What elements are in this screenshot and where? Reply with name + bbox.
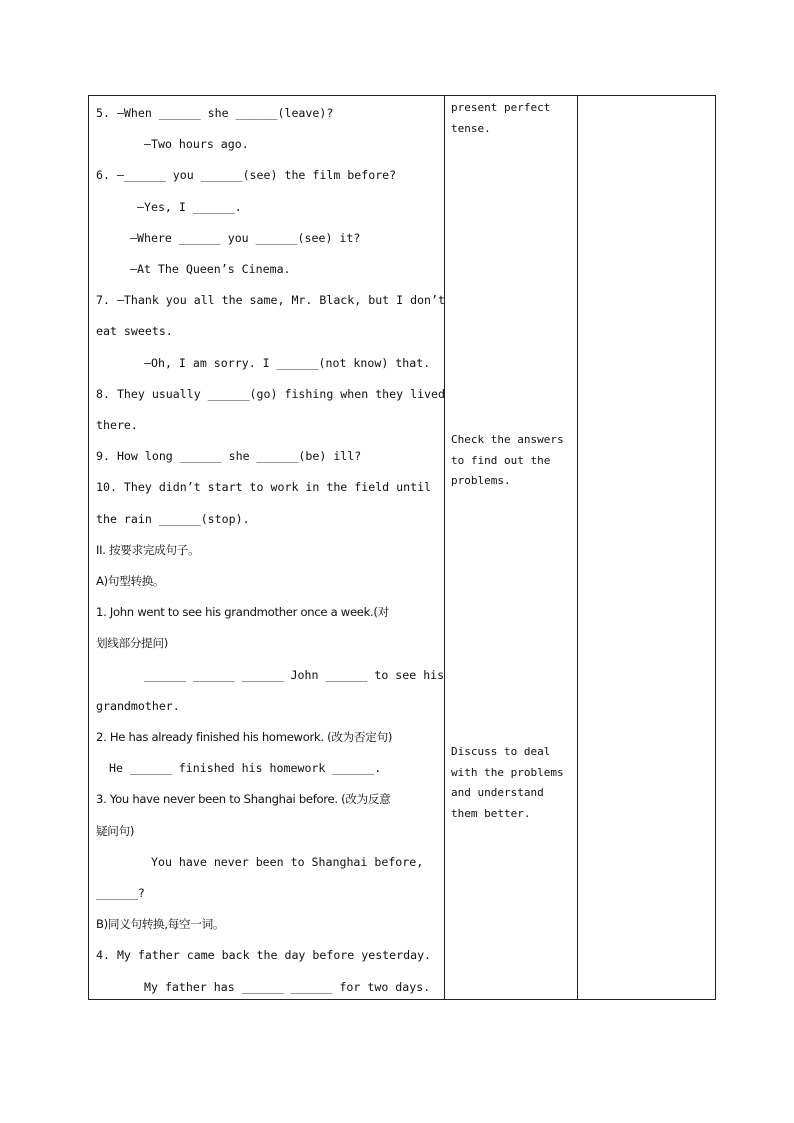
exercise-line: 2. He has already finished his homework. (改为否定句) [96, 730, 393, 744]
exercise-line: ______ ______ ______ John ______ to see his [144, 668, 445, 682]
exercise-line: 8. They usually ______(go) fishing when they lived [96, 387, 446, 401]
exercise-line: 疑问句) [96, 824, 135, 838]
exercise-line: the rain ______(stop). [96, 512, 250, 526]
exercise-line: —Two hours ago. [144, 137, 249, 151]
exercise-line: 1. John went to see his grandmother once a week.(对 [96, 605, 389, 619]
exercise-line: there. [96, 418, 138, 432]
note-discuss: Discuss to deal with the problems and understand them better. [451, 745, 564, 820]
lesson-table [88, 95, 716, 1000]
exercise-line: 5. —When ______ she ______(leave)? [96, 106, 334, 120]
exercise-line: eat sweets. [96, 324, 173, 338]
exercise-line: 6. —______ you ______(see) the film before? [96, 168, 397, 182]
exercise-line: 划线部分提问) [96, 636, 168, 650]
exercise-line: ______? [96, 886, 145, 900]
exercise-line: 7. —Thank you all the same, Mr. Black, but I don’t [96, 293, 446, 307]
exercise-line: —Oh, I am sorry. I ______(not know) that. [144, 356, 431, 370]
exercise-line: —At The Queen’s Cinema. [130, 262, 291, 276]
exercise-line: You have never been to Shanghai before, [151, 855, 424, 869]
exercise-line: —Where ______ you ______(see) it? [130, 231, 361, 245]
exercise-line: 10. They didn’t start to work in the field until [96, 480, 432, 494]
exercise-line: —Yes, I ______. [137, 200, 242, 214]
note-check-answers: Check the answers to find out the problems. [451, 433, 564, 487]
section-heading: II. 按要求完成句子。 [96, 543, 200, 557]
empty-column [578, 96, 716, 999]
exercise-line: He ______ finished his homework ______. [109, 761, 382, 775]
exercise-line: grandmother. [96, 699, 180, 713]
notes-column [445, 96, 577, 999]
exercise-line: My father has ______ ______ for two days. [144, 980, 431, 994]
subsection-heading: B)同义句转换,每空一词。 [96, 917, 225, 931]
exercise-line: 4. My father came back the day before yesterday. [96, 948, 432, 962]
exercise-line: 3. You have never been to Shanghai before. (改为反意 [96, 792, 391, 806]
note-tense: present perfect tense. [451, 101, 551, 135]
exercise-column [89, 96, 444, 999]
exercise-line: 9. How long ______ she ______(be) ill? [96, 449, 362, 463]
subsection-heading: A)句型转换。 [96, 574, 165, 588]
